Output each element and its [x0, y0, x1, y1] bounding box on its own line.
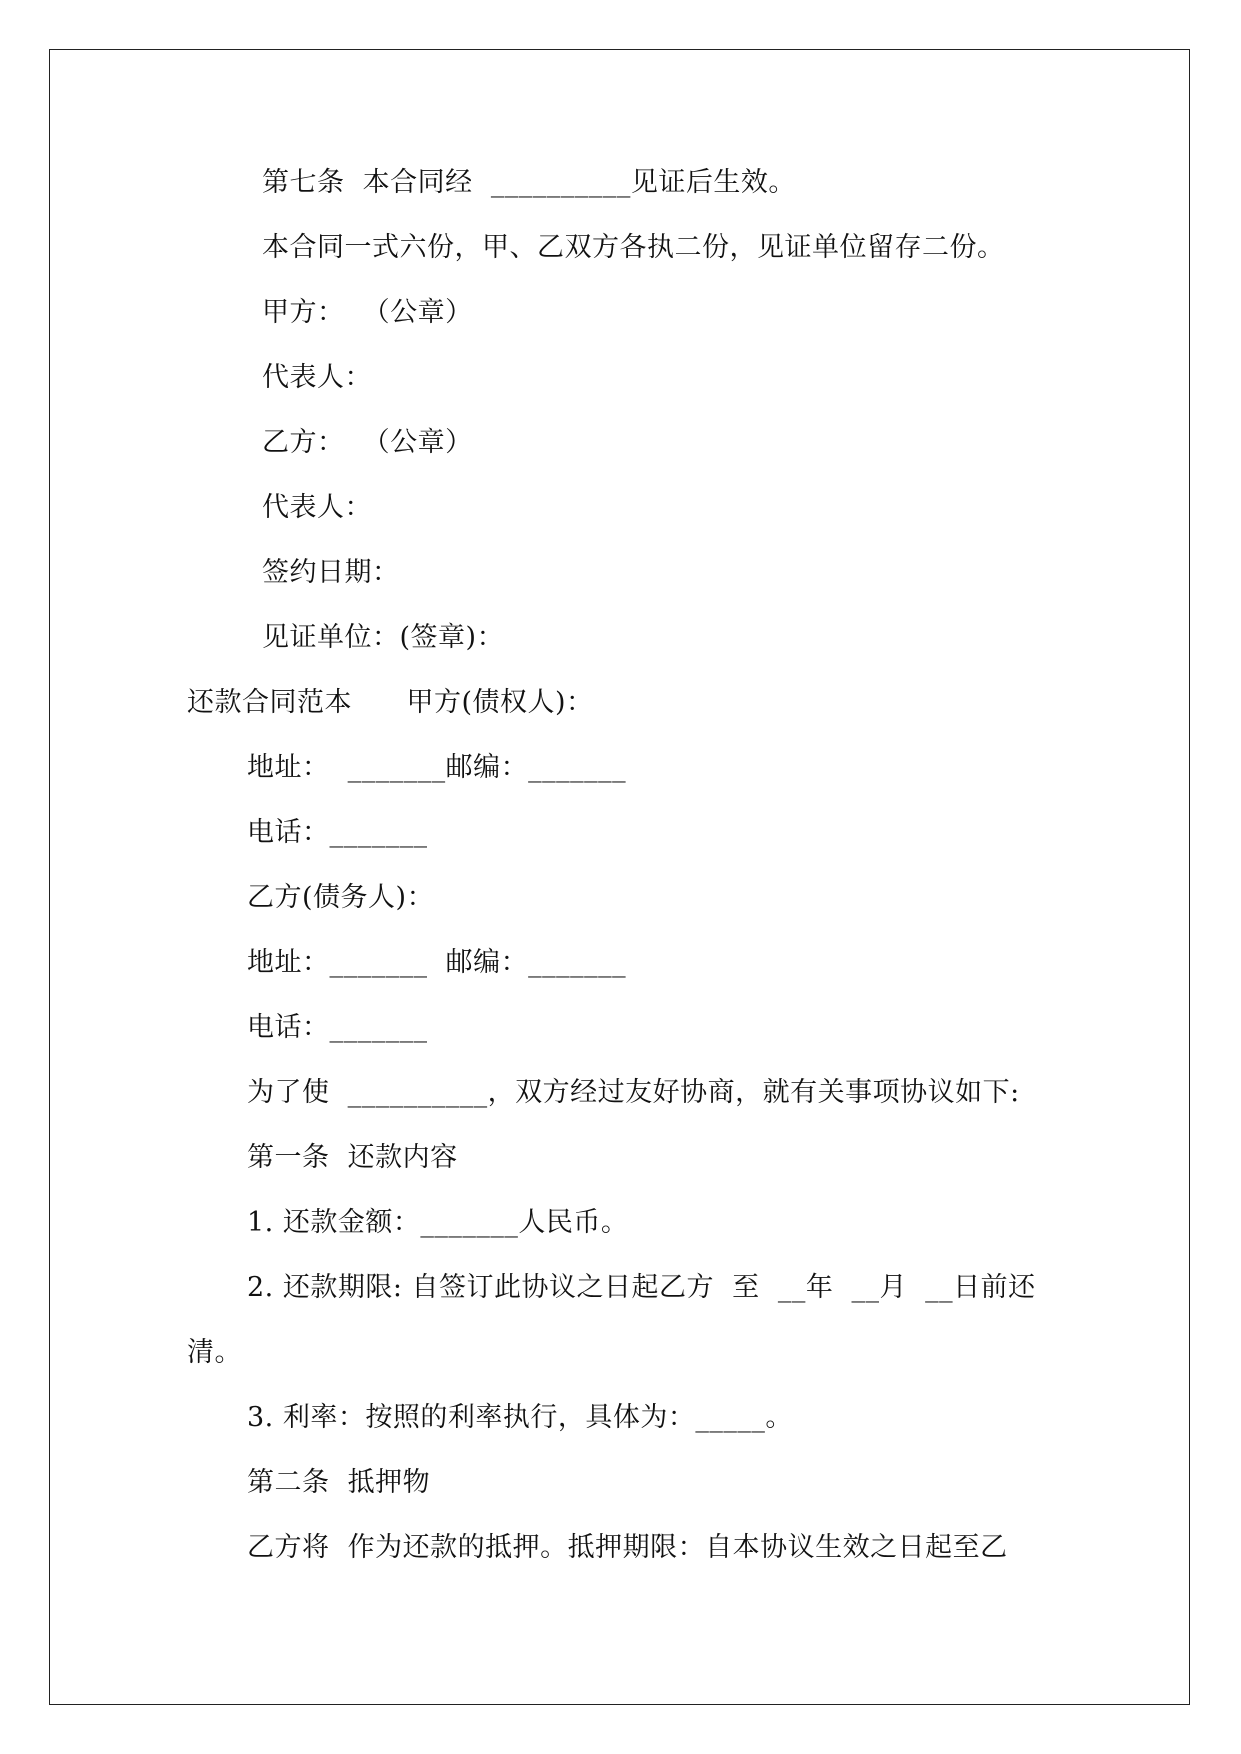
interest-rate: 3. 利率：按照的利率执行，具体为：_____。: [247, 1402, 793, 1433]
repayment-term: 2. 还款期限: 自签订此协议之日起乙方 至 __年 __月 __日前还: [247, 1272, 1036, 1303]
party-b-phone: 电话：_______: [247, 1012, 428, 1043]
repayment-contract-heading: 还款合同范本 甲方(债权人)：: [187, 687, 594, 718]
collateral-statement: 乙方将 作为还款的抵押。抵押期限：自本协议生效之日起至乙: [247, 1532, 1008, 1563]
clause-1-heading: 第一条 还款内容: [247, 1142, 458, 1173]
repayment-amount: 1. 还款金额：_______人民币。: [247, 1207, 629, 1238]
clause-7-effective: 第七条 本合同经 __________见证后生效。: [262, 167, 796, 198]
copies-statement: 本合同一式六份，甲、乙双方各执二份，见证单位留存二份。: [262, 232, 1005, 263]
party-b-heading: 乙方(债务人)：: [247, 882, 435, 913]
witness-unit: 见证单位：(签章)：: [262, 622, 505, 653]
party-b-address: 地址：_______ 邮编：_______: [247, 947, 627, 978]
clause-2-heading: 第二条 抵押物: [247, 1467, 431, 1498]
agreement-preamble: 为了使 __________，双方经过友好协商，就有关事项协议如下:: [247, 1077, 1020, 1108]
repayment-term-continued: 清。: [187, 1337, 242, 1368]
party-b-representative: 代表人：: [262, 492, 372, 523]
party-a-representative: 代表人：: [262, 362, 372, 393]
party-a-address: 地址： _______邮编：_______: [247, 752, 627, 783]
party-a-seal: 甲方： （公章）: [262, 297, 473, 328]
signing-date: 签约日期：: [262, 557, 400, 588]
party-b-seal: 乙方： （公章）: [262, 427, 473, 458]
party-a-phone: 电话：_______: [247, 817, 428, 848]
page-border: [49, 49, 1190, 1705]
